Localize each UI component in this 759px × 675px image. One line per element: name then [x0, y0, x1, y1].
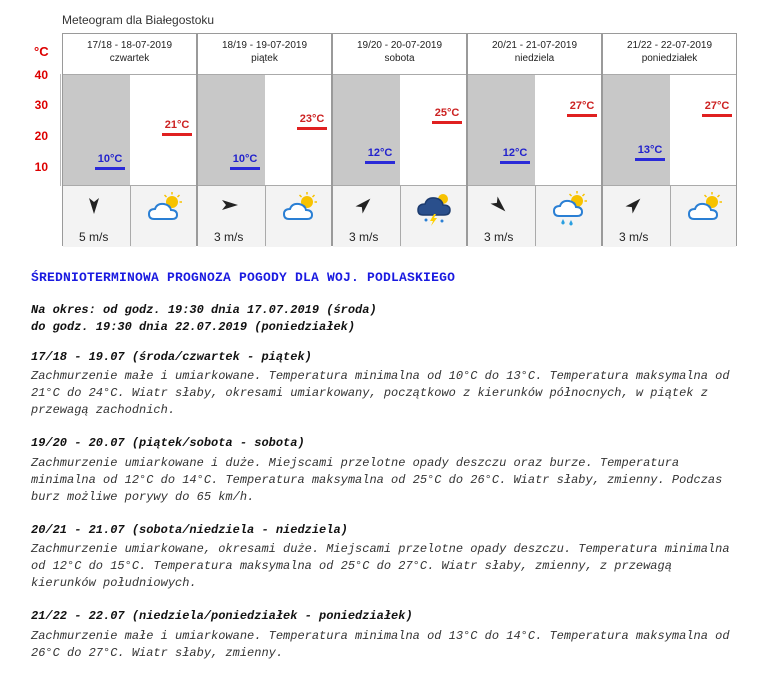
meteogram-title: Meteogram dla Białegostoku	[62, 13, 215, 27]
min-temperature: 10°C	[95, 153, 125, 170]
max-temperature: 23°C	[297, 113, 327, 130]
min-temperature: 12°C	[365, 147, 395, 164]
day-weekday: czwartek	[109, 53, 150, 64]
day-weekday: piątek	[251, 53, 278, 64]
section-heading: 19/20 - 20.07 (piątek/sobota - sobota)	[31, 436, 305, 450]
wind-speed: 3 m/s	[619, 230, 649, 244]
day-column-3	[332, 33, 467, 246]
day-column-4	[467, 33, 602, 246]
wind-arrow-icon	[218, 194, 240, 216]
column-separator	[670, 185, 671, 246]
min-temperature: 10°C	[230, 153, 260, 170]
max-temperature: 27°C	[702, 100, 732, 117]
meteogram	[0, 0, 759, 255]
day-date: 18/19 - 19-07-2019	[221, 40, 308, 51]
y-tick-20: 20	[34, 129, 48, 143]
y-tick-40: 40	[34, 68, 48, 82]
day-header	[63, 34, 196, 75]
section-heading: 20/21 - 21.07 (sobota/niedziela - niedziela)	[31, 523, 348, 537]
night-shade	[468, 75, 535, 185]
day-column-1	[62, 33, 197, 246]
section-text: Zachmurzenie małe i umiarkowane. Temperatura minimalna od 10°C do 13°C. Temperatura maksymalna od 21°C do 24°C. Wiatr słaby, okresami umiarkowany, początkowo z kierunków północnych, w piątek z przewagą zachodnich.	[31, 369, 730, 417]
day-header	[468, 34, 601, 75]
day-header	[198, 34, 331, 75]
min-temperature: 13°C	[635, 144, 665, 161]
day-weekday: sobota	[384, 53, 415, 64]
partly-cloudy-icon	[146, 190, 186, 226]
wind-speed: 3 m/s	[214, 230, 244, 244]
wind-arrow-icon	[353, 194, 375, 216]
wind-speed: 3 m/s	[484, 230, 514, 244]
day-date: 20/21 - 21-07-2019	[491, 40, 578, 51]
min-temperature: 12°C	[500, 147, 530, 164]
max-temperature: 25°C	[432, 107, 462, 124]
night-shade	[603, 75, 670, 185]
wind-speed: 5 m/s	[79, 230, 109, 244]
partly-cloudy-icon	[686, 190, 726, 226]
partly-cloudy-icon	[281, 190, 321, 226]
section-text: Zachmurzenie umiarkowane, okresami duże. Miejscami przelotne opady deszczu. Temperatura minimalna od 12°C do 15°C. Temperatura maksymalna od 25°C do 27°C. Wiatr słaby, zmienny, z przewagą kierunków południowych.	[31, 542, 730, 590]
column-separator	[130, 185, 131, 246]
forecast-title: ŚREDNIOTERMINOWA PROGNOZA POGODY DLA WOJ. PODLASKIEGO	[31, 270, 456, 285]
day-date: 19/20 - 20-07-2019	[356, 40, 443, 51]
max-temperature: 21°C	[162, 119, 192, 136]
y-axis-line	[60, 74, 61, 186]
y-tick-30: 30	[34, 98, 48, 112]
forecast-period-start: Na okres: od godz. 19:30 dnia 17.07.2019 (środa)	[31, 303, 377, 317]
max-temperature: 27°C	[567, 100, 597, 117]
rain-shower-icon	[551, 190, 591, 226]
wind-speed: 3 m/s	[349, 230, 379, 244]
day-column-2	[197, 33, 332, 246]
wind-arrow-icon	[488, 194, 510, 216]
section-text: Zachmurzenie małe i umiarkowane. Temperatura minimalna od 13°C do 14°C. Temperatura maksymalna od 26°C do 27°C. Wiatr słaby, zmienny.	[31, 629, 730, 660]
temperature-unit: °C	[34, 44, 49, 59]
day-column-5	[602, 33, 737, 246]
day-header	[333, 34, 466, 75]
column-separator	[535, 185, 536, 246]
forecast-period-end: do godz. 19:30 dnia 22.07.2019 (poniedziałek)	[31, 320, 356, 334]
section-heading: 17/18 - 19.07 (środa/czwartek - piątek)	[31, 350, 312, 364]
day-header	[603, 34, 736, 75]
day-weekday: poniedziałek	[641, 53, 698, 64]
section-text: Zachmurzenie umiarkowane i duże. Miejscami przelotne opady deszczu oraz burze. Temperatura minimalna od 12°C do 14°C. Temperatura maksymalna od 25°C do 26°C. Wiatr słaby, zmienny. Podczas burz możliwe porywy do 65 km/h.	[31, 456, 723, 504]
column-separator	[265, 185, 266, 246]
night-shade	[333, 75, 400, 185]
wind-arrow-icon	[83, 194, 105, 216]
wind-arrow-icon	[623, 194, 645, 216]
section-heading: 21/22 - 22.07 (niedziela/poniedziałek - poniedziałek)	[31, 609, 413, 623]
day-date: 21/22 - 22-07-2019	[626, 40, 713, 51]
thunderstorm-icon	[416, 190, 456, 226]
day-date: 17/18 - 18-07-2019	[86, 40, 173, 51]
day-weekday: niedziela	[514, 53, 555, 64]
column-separator	[400, 185, 401, 246]
y-tick-10: 10	[34, 160, 48, 174]
